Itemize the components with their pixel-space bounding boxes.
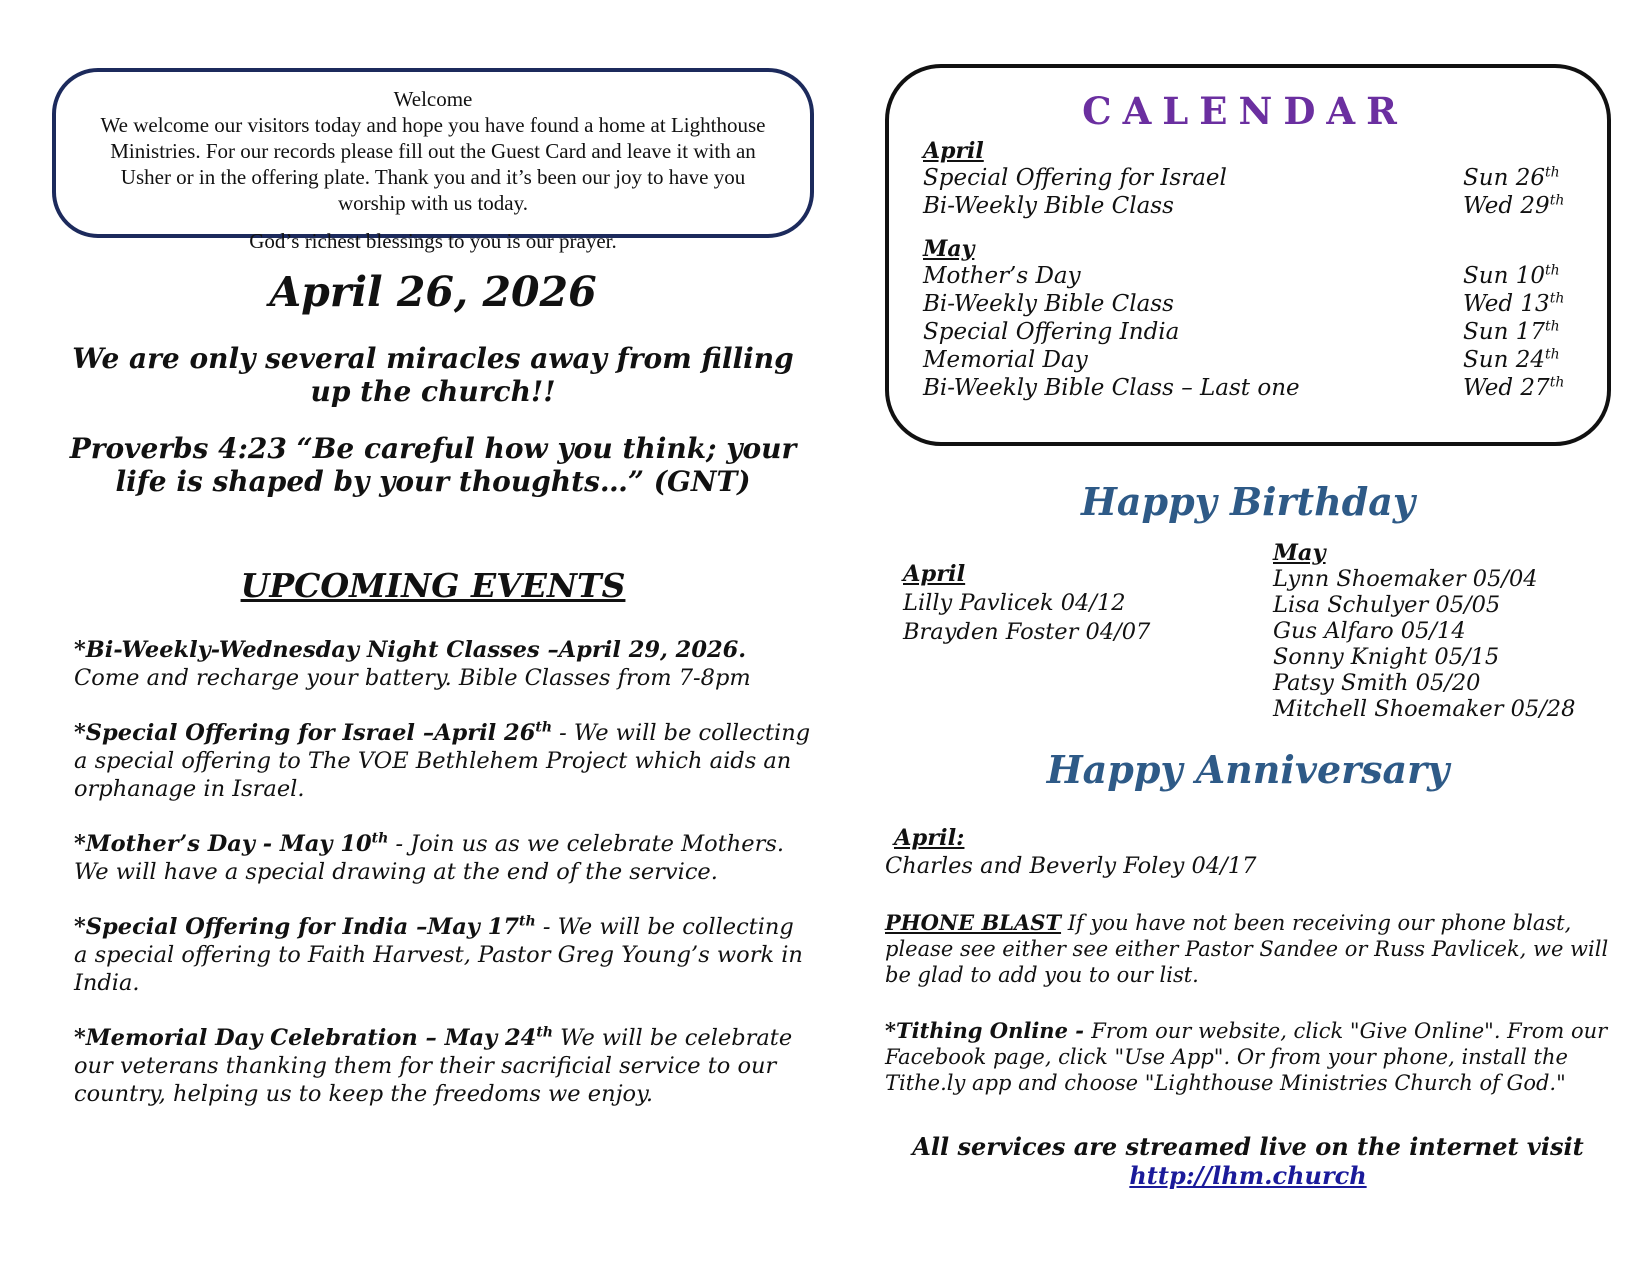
calendar-month-may: May [923, 236, 975, 262]
calendar-date: Wed 27th [1463, 374, 1565, 401]
calendar-date: Sun 17th [1463, 318, 1560, 345]
event-item [74, 636, 814, 692]
calendar-row [923, 290, 1567, 318]
event-item [74, 1024, 814, 1108]
events-list [74, 636, 814, 1108]
calendar-event: Bi-Weekly Bible Class [923, 291, 1174, 317]
tithing-text: From our website, click "Give Online". From our Facebook page, click "Use App". Or from your phone, install the Tithe.ly app and choose "Lighthouse Ministries Church of God." [885, 1019, 1608, 1095]
calendar-row [923, 346, 1567, 374]
welcome-heading: Welcome [393, 87, 473, 111]
event-title: *Memorial Day Celebration – May 24th [74, 1024, 553, 1051]
calendar-event: Bi-Weekly Bible Class – Last one [923, 375, 1300, 401]
welcome-body: We welcome our visitors today and hope you have found a home at Lighthouse Ministries. For our records please fill out the Guest Card and leave it with an Usher or in the offering plate. Thank you and it’s been our joy to have you worship with us today. [100, 113, 766, 215]
calendar-event: Memorial Day [923, 347, 1088, 373]
upcoming-events-heading: UPCOMING EVENTS [240, 566, 626, 605]
right-column [885, 64, 1611, 1190]
birthday-person: Brayden Foster 04/07 [903, 619, 1151, 645]
birthday-month: May [1273, 540, 1326, 566]
calendar-date: Sun 10th [1463, 262, 1560, 289]
birthday-person: Gus Alfaro 05/14 [1273, 618, 1466, 644]
welcome-blessing: God’s richest blessings to you is our prayer. [249, 229, 617, 253]
calendar-row [923, 192, 1567, 220]
tithing-label: *Tithing Online - [885, 1018, 1092, 1043]
ordinal-suffix: th [536, 1024, 553, 1041]
birthday-person: Lilly Pavlicek 04/12 [903, 590, 1126, 616]
event-item [74, 913, 814, 997]
calendar-title: CALENDAR [1082, 89, 1408, 133]
birthday-lists [885, 540, 1611, 728]
birthday-person: Lisa Schulyer 05/05 [1273, 592, 1501, 618]
calendar-row [923, 374, 1567, 402]
happy-birthday-heading: Happy Birthday [1080, 479, 1415, 524]
calendar-box [885, 64, 1611, 446]
calendar-row [923, 164, 1567, 192]
event-item [74, 830, 814, 886]
birthday-person: Sonny Knight 05/15 [1273, 644, 1500, 670]
birthday-person: Mitchell Shoemaker 05/28 [1273, 696, 1576, 722]
calendar-date: Wed 29th [1463, 192, 1565, 219]
birthday-month: April [903, 561, 966, 587]
birthday-person: Lynn Shoemaker 05/04 [1273, 566, 1538, 592]
birthday-april-list [903, 560, 1150, 647]
event-description: We will be celebrate our veterans thanking them for their sacrificial service to our country, helping us to keep the freedoms we enjoy. [74, 1025, 793, 1107]
stream-text: All services are streamed live on the internet visit [912, 1132, 1584, 1161]
calendar-month-april: April [923, 138, 984, 164]
event-title: *Special Offering for Israel –April 26th [74, 719, 553, 746]
event-description: - We will be collecting a special offering to Faith Harvest, Pastor Greg Young’s work in India. [74, 914, 803, 996]
left-column [52, 68, 814, 1135]
calendar-row [923, 318, 1567, 346]
phone-blast-label: PHONE BLAST [885, 910, 1062, 935]
tagline: We are only several miracles away from filling up the church!! [72, 342, 794, 408]
event-title: *Bi-Weekly-Wednesday Night Classes –April 29, 2026. [74, 637, 747, 663]
ordinal-suffix: th [371, 830, 389, 847]
calendar-date: Sun 24th [1463, 346, 1560, 373]
stream-notice [885, 1132, 1611, 1190]
calendar-date: Sun 26th [1463, 164, 1560, 191]
phone-blast-text: If you have not been receiving our phone blast, please see either see either Pastor Sandee or Russ Pavlicek, we will be glad to add you to our list. [885, 911, 1609, 987]
calendar-date: Wed 13th [1463, 290, 1565, 317]
event-description: - Join us as we celebrate Mothers. We will have a special drawing at the end of the service. [74, 831, 785, 885]
church-website-link[interactable]: http://lhm.church [1129, 1161, 1367, 1190]
calendar-event: Special Offering for Israel [923, 165, 1227, 191]
anniversary-month: April: [894, 825, 965, 851]
event-title: *Mother’s Day - May 10th [74, 830, 389, 857]
event-title: *Special Offering for India –May 17th [74, 913, 536, 940]
anniversary-couple: Charles and Beverly Foley 04/17 [885, 853, 1257, 879]
ordinal-suffix: th [519, 913, 536, 930]
event-description: Come and recharge your battery. Bible Classes from 7-8pm [74, 665, 751, 691]
calendar-row [923, 262, 1567, 290]
welcome-box [52, 68, 814, 253]
ordinal-suffix: th [535, 719, 553, 736]
calendar-event: Bi-Weekly Bible Class [923, 193, 1174, 219]
proverb-verse: Proverbs 4:23 “Be careful how you think; your life is shaped by your thoughts…” (GNT) [69, 432, 797, 498]
birthday-may-list [1273, 540, 1575, 722]
birthday-person: Patsy Smith 05/20 [1273, 670, 1481, 696]
calendar-event: Mother’s Day [923, 263, 1081, 289]
calendar-event: Special Offering India [923, 319, 1180, 345]
tithing-notice [885, 1018, 1611, 1096]
event-description: - We will be collecting a special offering to The VOE Bethlehem Project which aids an orphanage in Israel. [74, 720, 811, 802]
phone-blast-notice [885, 910, 1611, 988]
event-item [74, 719, 814, 803]
happy-anniversary-heading: Happy Anniversary [1046, 747, 1450, 792]
bulletin-date: April 26, 2026 [269, 268, 597, 316]
